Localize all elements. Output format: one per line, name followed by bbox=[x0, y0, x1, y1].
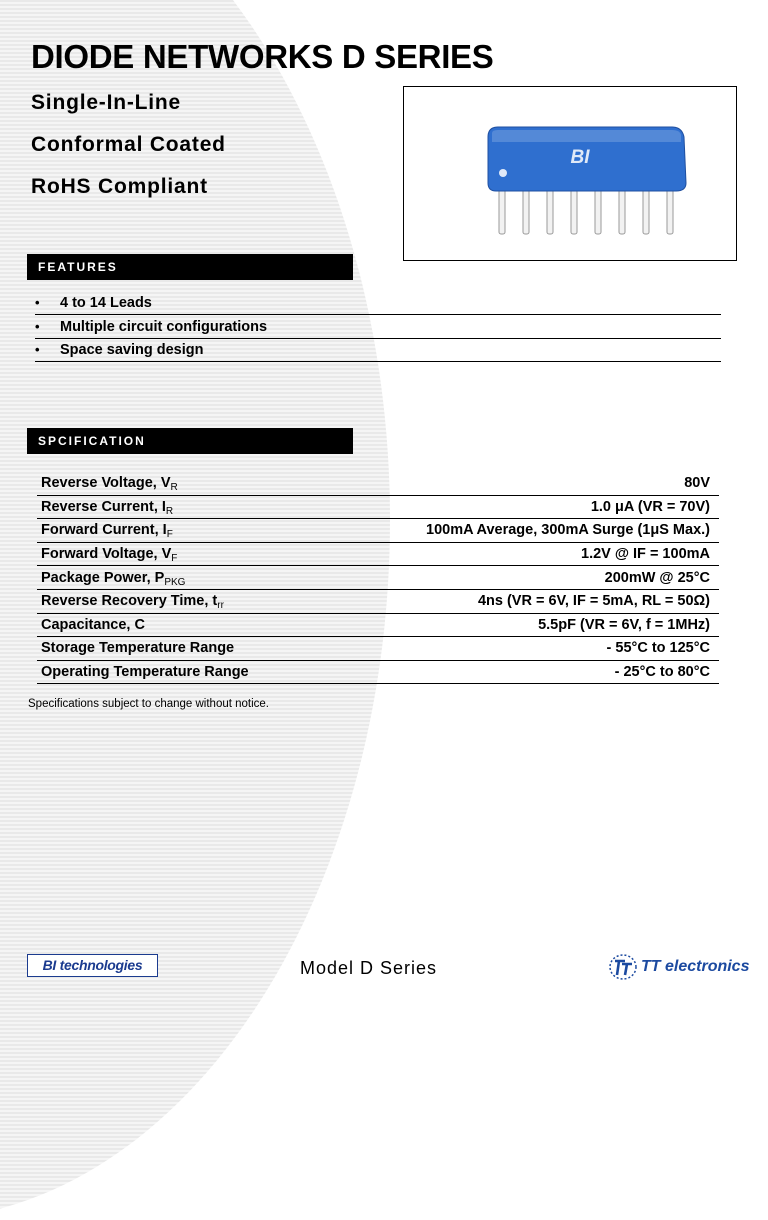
spec-parameter: Forward Current, $I_F$ bbox=[37, 519, 324, 543]
features-list bbox=[35, 292, 721, 363]
spec-parameter: Reverse Current, $I_R$ bbox=[37, 495, 324, 519]
table-row bbox=[37, 660, 719, 684]
disclaimer-note: Specifications subject to change without notice. bbox=[28, 698, 270, 710]
spec-parameter: Capacitance, C bbox=[37, 613, 324, 637]
product-logo-text: BI bbox=[570, 147, 590, 168]
spec-value: 80V bbox=[324, 472, 719, 495]
bullet-icon: • bbox=[35, 318, 40, 334]
table-row bbox=[37, 472, 719, 495]
spec-parameter: Package Power, $P_{PKG}$ bbox=[37, 566, 324, 590]
subtitle-conformal-coated: Conformal Coated bbox=[31, 133, 226, 156]
table-row bbox=[37, 613, 719, 637]
spec-value: 200mW @ 25°C bbox=[324, 566, 719, 590]
bi-technologies-logo: BI technologies bbox=[27, 954, 158, 977]
product-photo bbox=[403, 86, 737, 261]
spec-parameter: Operating Temperature Range bbox=[37, 660, 324, 684]
diode-network-image bbox=[404, 87, 735, 259]
list-item: • Space saving design bbox=[35, 339, 721, 362]
spec-value: 1.0 μA (VR = 70V) bbox=[324, 495, 719, 519]
table-row bbox=[37, 566, 719, 590]
subtitle-rohs: RoHS Compliant bbox=[31, 175, 208, 198]
table-row bbox=[37, 589, 719, 613]
tt-electronics-logo: TT electronics bbox=[608, 953, 749, 981]
spec-value: - 55°C to 125°C bbox=[324, 637, 719, 661]
specification-table bbox=[37, 472, 719, 684]
list-item: • Multiple circuit configurations bbox=[35, 316, 721, 339]
table-row bbox=[37, 542, 719, 566]
bullet-icon: • bbox=[35, 295, 40, 310]
bullet-icon: • bbox=[35, 342, 40, 357]
spec-value: 100mA Average, 300mA Surge (1μS Max.) bbox=[324, 519, 719, 543]
table-row bbox=[37, 637, 719, 661]
spec-value: - 25°C to 80°C bbox=[324, 660, 719, 684]
spec-parameter: Reverse Recovery Time, $t_{rr}$ bbox=[37, 589, 324, 613]
specification-heading: SPCIFICATION bbox=[27, 428, 353, 454]
spec-parameter: Reverse Voltage, $V_R$ bbox=[37, 472, 324, 495]
model-label: Model D Series bbox=[300, 958, 438, 978]
spec-value: 4ns (VR = 6V, IF = 5mA, RL = 50Ω) bbox=[324, 589, 719, 613]
spec-value: 5.5pF (VR = 6V, f = 1MHz) bbox=[324, 613, 719, 637]
list-item: • 4 to 14 Leads bbox=[35, 292, 721, 315]
tt-logo-icon bbox=[608, 953, 638, 981]
spec-value: 1.2V @ IF = 100mA bbox=[324, 542, 719, 566]
table-row bbox=[37, 495, 719, 519]
features-heading: FEATURES bbox=[27, 254, 353, 280]
page-title: DIODE NETWORKS D SERIES bbox=[31, 38, 494, 75]
spec-parameter: Storage Temperature Range bbox=[37, 637, 324, 661]
subtitle-single-in-line: Single-In-Line bbox=[31, 91, 182, 114]
spec-parameter: Forward Voltage, $V_F$ bbox=[37, 542, 324, 566]
table-row bbox=[37, 519, 719, 543]
